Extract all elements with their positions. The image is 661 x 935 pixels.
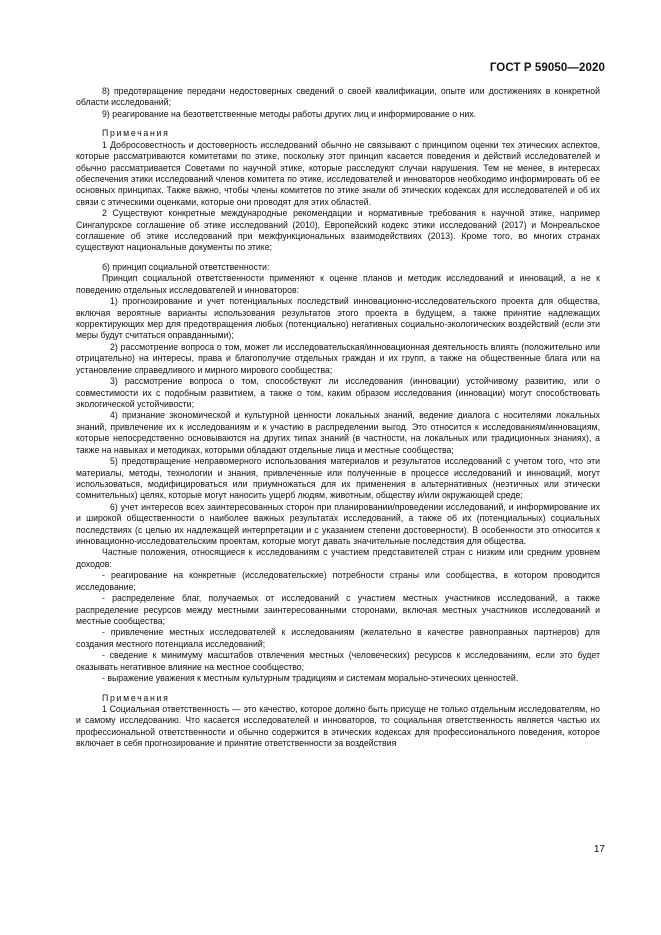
principle-item-3: 3) рассмотрение вопроса о том, способствуют ли исследования (инновации) устойчивому развитию, или о совместимости их с подобным развитием, а также о том, каким образом исследования (инновации) могут способствовать экологической устойчивости; bbox=[76, 376, 600, 409]
dash-item-5: - выражение уважения к местным культурным традициям и системам морально-этических ценностей. bbox=[102, 673, 519, 684]
principle-item-1: 1) прогнозирование и учет потенциальных последствий инновационно-исследовательского проекта для общества, включая вероятные варианты использования результатов этого проекта в будущем, а также принятие надлежащих корректирующих мер для предотвращения любых (потенциально) негативных социально-экологических воздействий (если эти меры будут считаться оправданными); bbox=[76, 296, 600, 341]
special-provisions: Частные положения, относящиеся к исследованиям с участием представителей стран с низким или средним уровнем доходов: bbox=[76, 547, 600, 569]
page-body bbox=[76, 86, 600, 750]
principle-item-5: 5) предотвращение неправомерного использования материалов и результатов исследований с учетом того, что эти материалы, методы, технологии и знания, привлеченные или полученные в процессе исследований и инноваций, могут использоваться, модифицироваться или приумножаться для их применения в альтернативных (неэтичных или этически сомнительных) целях, которые могут наносить ущерб людям, животным, обществу и/или окружающей среде; bbox=[76, 456, 600, 501]
page-number: 17 bbox=[593, 844, 605, 855]
note-3: 1 Социальная ответственность — это качество, которое должно быть присуще не только отдельным исследователям, но и самому исследованию. Что касается исследователей и инноваторов, то социальная ответственность является частью их профессиональной ответственности и обычно содержится в этических кодексах для профессионального поведения, которое включает в себя прогнозирование и принятие ответственности за воздействия bbox=[76, 703, 600, 749]
section-b-intro: Принцип социальной ответственности применяют к оценке планов и методик исследований и инноваций, а не к поведению отдельных исследователей и инноваторов: bbox=[76, 273, 600, 295]
standard-number: ГОСТ Р 59050—2020 bbox=[489, 62, 605, 74]
principle-item-2: 2) рассмотрение вопроса о том, может ли исследовательская/инновационная деятельность влиять (положительно или отрицательно) на интересы, права и благополучие отдельных граждан и их групп, а также на общественные блага или на установление справедливого и мирного мирового сообщества; bbox=[76, 341, 600, 375]
dash-item-2: - распределение благ, получаемых от исследований с участием местных участников исследований, а также распределение ресурсов между местными заинтересованными сторонами, включая местных участников исследований и местные сообщества; bbox=[76, 593, 600, 626]
dash-item-3: - привлечение местных исследователей к исследованиям (желательно в качестве равноправных партнеров) для создания местного потенциала исследований; bbox=[76, 627, 600, 649]
notes-heading: Примечания bbox=[102, 128, 170, 139]
section-b-title: б) принцип социальной ответственности: bbox=[102, 261, 270, 272]
dash-item-1: - реагирование на конкретные (исследовательские) потребности страны или сообщества, в котором проводится исследование; bbox=[76, 570, 600, 592]
principle-item-4: 4) признание экономической и культурной ценности локальных знаний, ведение диалога с носителями локальных знаний, привлечение их к исследованиям и к участию в распределении выгод. Это относится к исследованиям/инновациям, которые непосредственно основываются на других типах знаний (в частности, на локальных или традиционных знаниях), а также на навыках и методиках, которыми обладают отдельные лица и местные сообщества; bbox=[76, 410, 600, 455]
principle-item-6: 6) учет интересов всех заинтересованных сторон при планировании/проведении исследований, и информирование их и широкой общественности о наиболее важных результатах исследований, а также об их (потенциальных) социальных последствиях (с целью их надлежащей интерпретации и с указанием степени достоверности). В особенности это относится к инновационно-исследовательским проектам, которые могут давать значительные последствия для общества. bbox=[76, 501, 600, 547]
note-1: 1 Добросовестность и достоверность исследований обычно не связывают с принципом оценки тех этических аспектов, которые рассматриваются комитетами по этике, поскольку этот принцип касается поведения и действий исследователей и обычно рассматривается Советами по научной этике, которые расследуют случаи нарушения. Тем не менее, в интересах обеспечения этики исследований членов комитета по этике, исследователей и инноваторов необходимо информировать об ее основных принципах. Также важно, чтобы члены комитетов по этике знали об этических кодексах для исследователей и об их связи с этическими оценками, которые они проводят для этих областей. bbox=[76, 139, 600, 207]
dash-item-4: - сведение к минимуму масштабов отвлечения местных (человеческих) ресурсов к исследованиям, если это будет оказывать негативное влияние на местное сообщество; bbox=[76, 650, 600, 672]
notes-heading-2: Примечания bbox=[102, 692, 170, 703]
list-item-8: 8) предотвращение передачи недостоверных сведений о своей квалификации, опыте или достижениях в конкретной области исследований; bbox=[76, 86, 600, 108]
list-item-9: 9) реагирование на безответственные методы работы других лиц и информирование о них. bbox=[102, 108, 477, 119]
note-2: 2 Существуют конкретные международные рекомендации и нормативные требования к научной этике, например Сингапурское соглашение об этике исследований (2010), Европейский кодекс этики исследований (2017) и Монреальское соглашение об этике исследований при межфункциональных взаимодействиях (2013). Кроме того, во многих странах существуют национальные документы по этике; bbox=[76, 208, 600, 253]
